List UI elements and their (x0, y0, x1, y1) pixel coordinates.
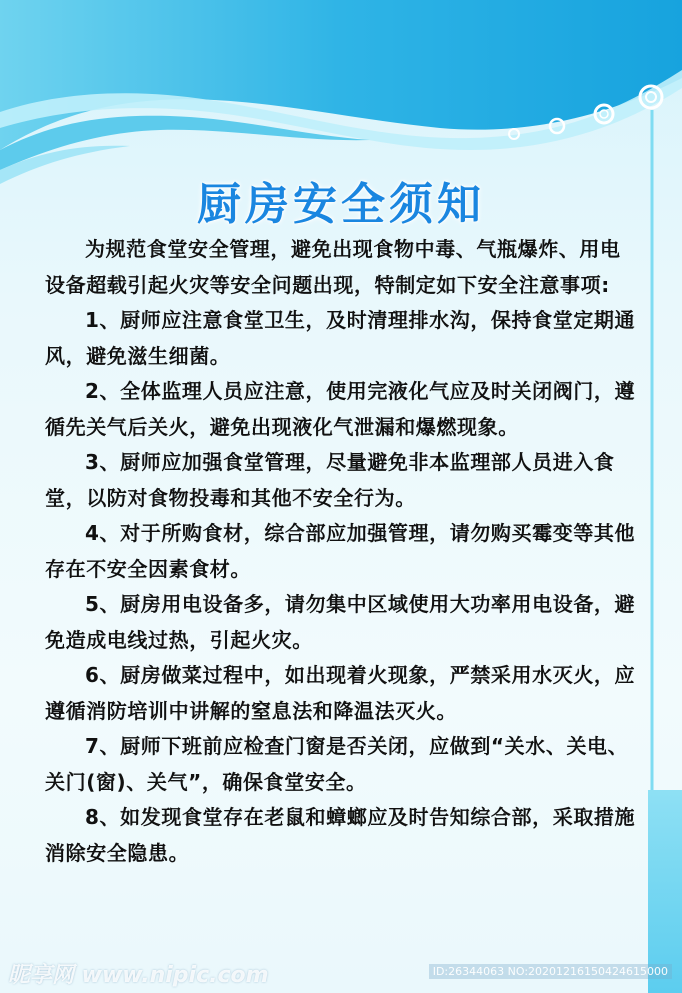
right-band (648, 790, 682, 993)
rule-item-7: 7、厨师下班前应检查门窗是否关闭，应做到“关水、关电、关门(窗)、关气”，确保食堂安全。 (45, 734, 629, 794)
rule-item-8: 8、如发现食堂存在老鼠和蟑螂应及时告知综合部，采取措施消除安全隐患。 (45, 805, 636, 865)
rule-item-3: 3、厨师应加强食堂管理，尽量避免非本监理部人员进入食堂，以防对食物投毒和其他不安全行为。 (45, 450, 615, 510)
rule-item-4: 4、对于所购食材，综合部应加强管理，请勿购买霉变等其他存在不安全因素食材。 (45, 521, 636, 581)
rule-item-1: 1、厨师应注意食堂卫生，及时清理排水沟，保持食堂定期通风，避免滋生细菌。 (45, 308, 636, 368)
rule-item-2: 2、全体监理人员应注意，使用完液化气应及时关闭阀门，遵循先关气后关火，避免出现液化气泄漏和爆燃现象。 (45, 379, 636, 439)
watermark-logo: 昵享网 www.nipic.com (8, 963, 269, 988)
page-title: 厨房安全须知 (197, 179, 485, 230)
rule-item-6: 6、厨房做菜过程中，如出现着火现象，严禁采用水灭火，应遵循消防培训中讲解的窒息法和降温法灭火。 (45, 663, 636, 723)
intro-paragraph: 为规范食堂安全管理，避免出现食物中毒、气瓶爆炸、用电设备超载引起火灾等安全问题出现，特制定如下安全注意事项: (45, 237, 621, 297)
rule-item-5: 5、厨房用电设备多，请勿集中区域使用大功率用电设备，避免造成电线过热，引起火灾。 (45, 592, 636, 652)
watermark-id: ID:26344063 NO:20201216150424615000 (429, 964, 672, 979)
notice-body (45, 232, 637, 871)
